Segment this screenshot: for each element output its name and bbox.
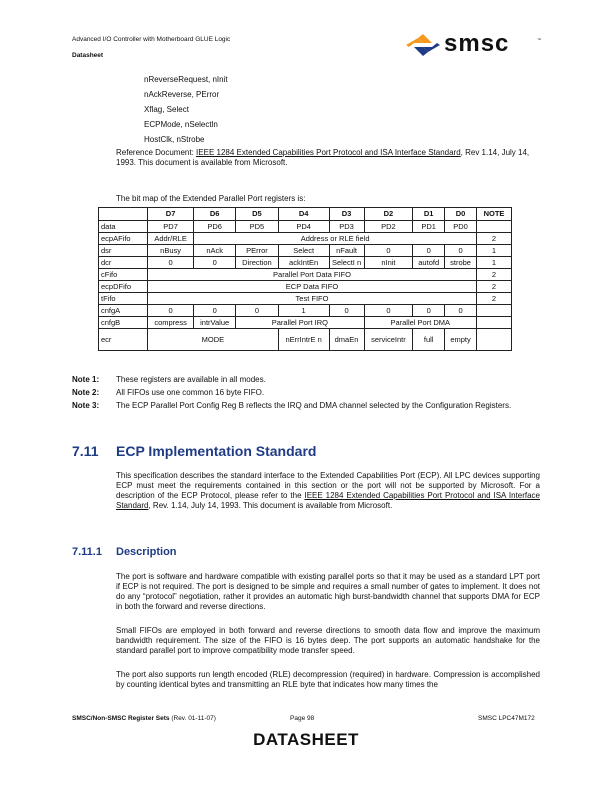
- description-paragraph-1: The port is software and hardware compatible with existing parallel ports so that it may be used as a standard LPT port if ECP is not required. The port is designed to be simple and requires a small number of gates to implement. It does not do any “protocol” negotiation, rather it provides an automatic high burst-bandwidth channel that supports DMA for ECP in both the forward and reverse directions.: [116, 572, 540, 611]
- table-span-cell: ECP Data FIFO: [148, 281, 477, 293]
- section-heading-7-11: [72, 443, 316, 459]
- table-cell: Addr/RLE: [148, 233, 194, 245]
- table-cell: 0: [445, 245, 477, 257]
- table-cell: 1: [278, 305, 329, 317]
- note-cell: [477, 221, 512, 233]
- note-item: [72, 401, 540, 411]
- table-cell: SelectI n: [329, 257, 364, 269]
- note-item: [72, 388, 540, 398]
- table-cell: 0: [236, 305, 279, 317]
- table-cell: PD6: [194, 221, 236, 233]
- section-title: ECP Implementation Standard: [116, 443, 317, 459]
- register-name: ecr: [99, 329, 148, 351]
- table-cell: PD0: [445, 221, 477, 233]
- register-name: cnfgA: [99, 305, 148, 317]
- section-title: Description: [116, 546, 177, 558]
- section-7-11-body: [116, 471, 540, 511]
- note-cell: 2: [477, 233, 512, 245]
- register-name: ecpAFifo: [99, 233, 148, 245]
- bitmap-intro: The bit map of the Extended Parallel Port registers is:: [116, 194, 306, 203]
- note-cell: 2: [477, 281, 512, 293]
- section-number: 7.11.1: [72, 546, 102, 558]
- table-header-cell: D3: [329, 208, 364, 221]
- table-span-cell: Test FIFO: [148, 293, 477, 305]
- table-span-cell: Address or RLE field: [194, 233, 477, 245]
- register-name: data: [99, 221, 148, 233]
- table-cell: PD4: [278, 221, 329, 233]
- table-cell: 0: [364, 305, 413, 317]
- note-label: Note 2:: [72, 388, 100, 397]
- table-cell: 0: [413, 245, 445, 257]
- note-text: All FIFOs use one common 16 byte FIFO.: [116, 388, 265, 397]
- table-cell: Direction: [236, 257, 279, 269]
- note-label: Note 3:: [72, 401, 100, 410]
- table-header-cell: [99, 208, 148, 221]
- note-cell: 1: [477, 257, 512, 269]
- table-row: [99, 293, 512, 305]
- table-cell: 0: [445, 305, 477, 317]
- register-name: cFifo: [99, 269, 148, 281]
- table-cell: Select: [278, 245, 329, 257]
- register-name: dcr: [99, 257, 148, 269]
- reference-link[interactable]: IEEE 1284 Extended Capabilities Port Protocol and ISA Interface Standard: [196, 148, 461, 157]
- table-header-cell: D1: [413, 208, 445, 221]
- table-cell: PD5: [236, 221, 279, 233]
- reference-prefix: Reference Document:: [116, 148, 197, 157]
- register-name: dsr: [99, 245, 148, 257]
- table-row: [99, 329, 512, 351]
- table-cell: nBusy: [148, 245, 194, 257]
- note-item: [72, 375, 540, 385]
- register-name: ecpDFifo: [99, 281, 148, 293]
- table-header-cell: D0: [445, 208, 477, 221]
- note-label: Note 1:: [72, 375, 100, 384]
- table-cell: 0: [364, 245, 413, 257]
- table-notes: [72, 375, 540, 414]
- table-cell: PD1: [413, 221, 445, 233]
- header-title: Advanced I/O Controller with Motherboard GLUE Logic: [72, 36, 231, 43]
- table-header-cell: D2: [364, 208, 413, 221]
- table-cell: nInit: [364, 257, 413, 269]
- footer-page-number: Page 98: [290, 715, 315, 722]
- table-header-cell: NOTE: [477, 208, 512, 221]
- note-cell: 2: [477, 293, 512, 305]
- trademark-mark: ™: [537, 37, 541, 42]
- table-cell: empty: [445, 329, 477, 351]
- footer-left: [72, 715, 216, 722]
- table-cell: full: [413, 329, 445, 351]
- table-cell: nErrIntrE n: [278, 329, 329, 351]
- table-cell: PD3: [329, 221, 364, 233]
- section-number: 7.11: [72, 443, 99, 459]
- header-doc-type: Datasheet: [72, 52, 104, 59]
- note-cell: 2: [477, 269, 512, 281]
- table-cell: compress: [148, 317, 194, 329]
- signal-list-item: nReverseRequest, nInit: [144, 75, 228, 84]
- table-cell: 0: [413, 305, 445, 317]
- table-header-cell: D4: [278, 208, 329, 221]
- table-cell: strobe: [445, 257, 477, 269]
- table-cell: autofd: [413, 257, 445, 269]
- table-cell: nAck: [194, 245, 236, 257]
- table-cell: PD2: [364, 221, 413, 233]
- table-span-cell: MODE: [148, 329, 279, 351]
- table-header-cell: D6: [194, 208, 236, 221]
- register-name: cnfgB: [99, 317, 148, 329]
- note-cell: [477, 317, 512, 329]
- table-header-row: [99, 208, 512, 221]
- table-cell: intrValue: [194, 317, 236, 329]
- signal-list-item: nAckReverse, PError: [144, 90, 220, 99]
- signal-list-item: ECPMode, nSelectln: [144, 120, 218, 129]
- description-paragraph-2: Small FIFOs are employed in both forward and reverse directions to smooth data flow and improve the maximum bandwidth requirement. The size of the FIFO is 16 bytes deep. The port supports an automatic handshake for the standard parallel port to improve compatibility mode transfer speed.: [116, 626, 540, 655]
- section-heading-7-11-1: [72, 546, 177, 558]
- signal-list-item: Xflag, Select: [144, 105, 189, 114]
- table-row: [99, 269, 512, 281]
- smsc-logo-mark-icon: [406, 34, 440, 56]
- table-row: [99, 317, 512, 329]
- table-cell: PError: [236, 245, 279, 257]
- table-cell: serviceIntr: [364, 329, 413, 351]
- footer-revision: (Rev. 01-11-07): [169, 715, 216, 722]
- reference-document: [116, 148, 540, 168]
- table-cell: 0: [148, 305, 194, 317]
- note-text: The ECP Parallel Port Config Reg B reflects the IRQ and DMA channel selected by the Configuration Registers.: [116, 401, 512, 410]
- register-name: tFifo: [99, 293, 148, 305]
- body-text: This specification describes the standard interface to the Extended Capabilities Port (ECP). All LPC devices supporting ECP must meet the requirements contained in this section or the port will not be supported by Microsoft. For a description of the ECP Protocol, please refer to the: [116, 471, 540, 500]
- table-row: [99, 305, 512, 317]
- table-span-cell: Parallel Port DMA: [364, 317, 476, 329]
- table-row: [99, 281, 512, 293]
- description-paragraph-3: The port also supports run length encoded (RLE) decompression (required) in hardware. Compression is accomplished by counting identical bytes and transmitting an RLE byte that indicates how many times the: [116, 670, 540, 689]
- table-header-cell: D7: [148, 208, 194, 221]
- table-cell: 0: [329, 305, 364, 317]
- signal-list: [144, 72, 228, 147]
- table-header-cell: D5: [236, 208, 279, 221]
- reference-suffix: , Rev 1.14, July 14, 1993. This document is available from Microsoft.: [116, 148, 530, 167]
- footer-section-name: SMSC/Non-SMSC Register Sets: [72, 715, 170, 722]
- note-cell: [477, 305, 512, 317]
- table-row: [99, 221, 512, 233]
- table-cell: 0: [194, 305, 236, 317]
- smsc-logo-text: smsc: [444, 30, 510, 57]
- table-cell: nFault: [329, 245, 364, 257]
- note-text: These registers are available in all modes.: [116, 375, 266, 384]
- standard-link[interactable]: IEEE 1284 Extended Capabilities Port Protocol and ISA Interface Standard: [116, 491, 540, 510]
- table-cell: 0: [194, 257, 236, 269]
- signal-list-item: HostClk, nStrobe: [144, 135, 205, 144]
- ecp-register-table: [98, 207, 512, 351]
- datasheet-label: DATASHEET: [253, 730, 359, 749]
- table-cell: ackIntEn: [278, 257, 329, 269]
- note-cell: 1: [477, 245, 512, 257]
- note-cell: [477, 329, 512, 351]
- body-text: , Rev. 1.14, July 14, 1993. This document is available from Microsoft.: [148, 501, 393, 510]
- table-row: [99, 257, 512, 269]
- footer-part-number: SMSC LPC47M172: [478, 715, 535, 722]
- table-cell: dmaEn: [329, 329, 364, 351]
- table-cell: 0: [148, 257, 194, 269]
- table-cell: PD7: [148, 221, 194, 233]
- table-row: [99, 233, 512, 245]
- table-span-cell: Parallel Port IRQ: [236, 317, 364, 329]
- table-span-cell: Parallel Port Data FIFO: [148, 269, 477, 281]
- table-row: [99, 245, 512, 257]
- smsc-logo: [406, 30, 546, 59]
